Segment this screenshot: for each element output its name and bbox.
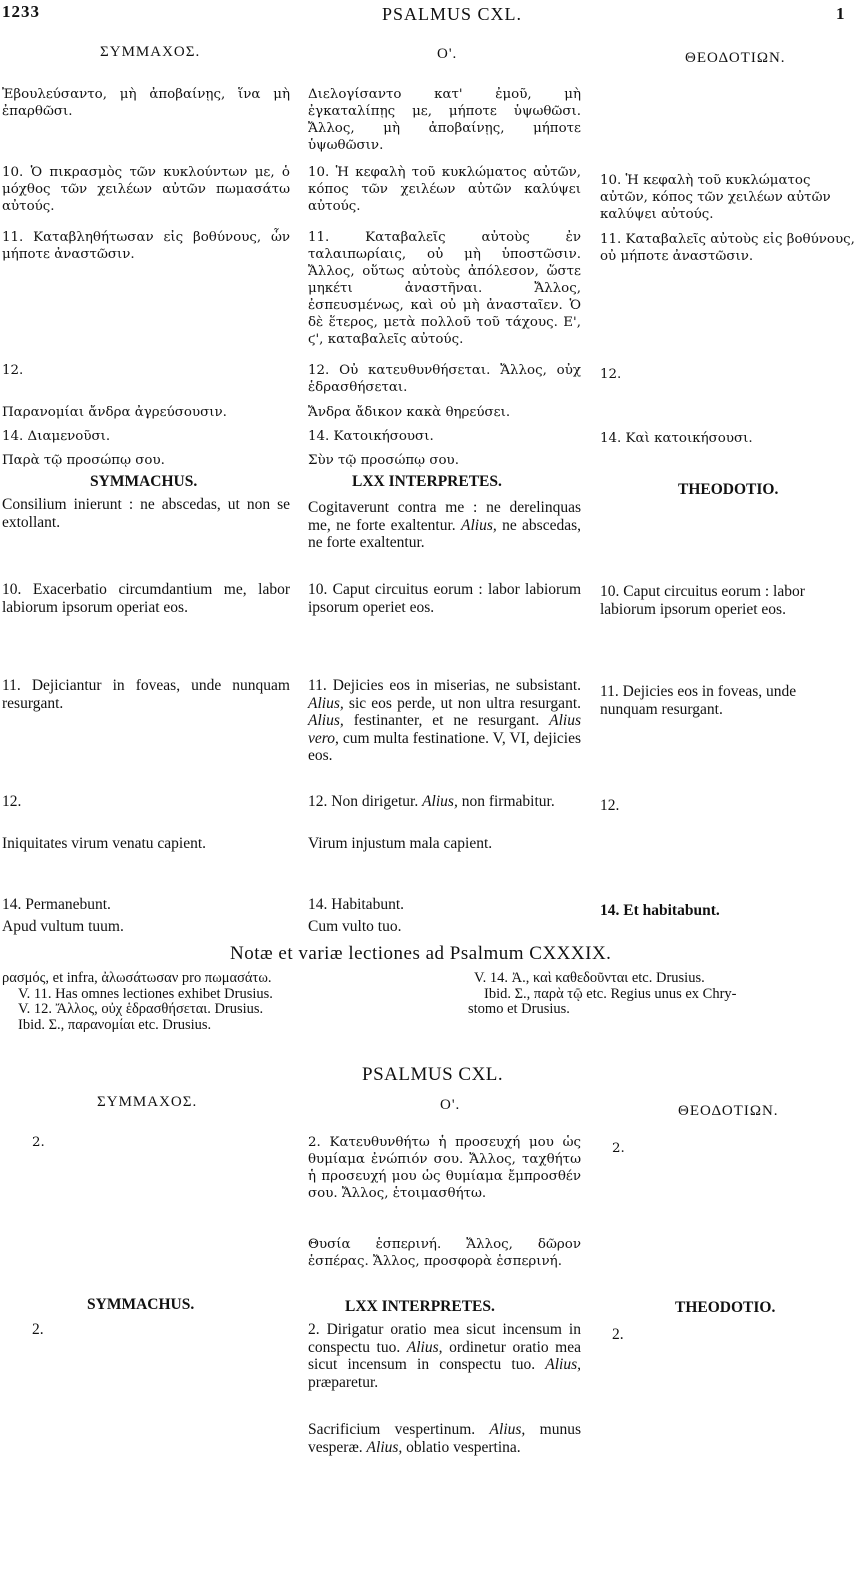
- latin-lxx-verse-12: 12. Non dirigetur. Alius, non firmabitur.: [308, 793, 555, 810]
- greek-the-verse-2: 2.: [612, 1141, 625, 1156]
- page-right-marker: 1: [836, 4, 846, 23]
- latin-sym-verse-10: 10. Exacerbatio circumdantium me, labor labiorum ipsorum operiat eos.: [2, 581, 290, 616]
- psalm-title: PSALMUS CXL.: [362, 1064, 504, 1085]
- greek-header-theodotion: ΘΕΟΔΟΤΙΩΝ.: [685, 50, 786, 66]
- latin-the-verse-12: 12.: [600, 797, 620, 814]
- latin-the-verse-2: 2.: [612, 1326, 624, 1343]
- latin-sym-verse-14b: Apud vultum tuum.: [2, 918, 124, 935]
- page-number: 1233: [2, 2, 40, 21]
- notes-title: Notæ et variæ lectiones ad Psalmum CXXXIX.: [230, 943, 612, 964]
- notes-left-column: [2, 971, 462, 1033]
- latin-the-verse-14: 14. Et habitabunt.: [600, 902, 720, 919]
- note-line: Ibid. Σ., παρὰ τῷ etc. Regius unus ex Chry-: [484, 985, 737, 1002]
- latin-header-symmachus: SYMMACHUS.: [90, 473, 198, 490]
- latin-header-lxx: LXX INTERPRETES.: [352, 473, 502, 490]
- note-line: V. 12. Ἄλλος, οὐχ ἑδρασθήσεται. Drusius.: [18, 1001, 264, 1017]
- greek-lxx-verse-9: Διελογίσαντο κατ' ἐμοῦ, μὴ ἐγκαταλίπῃς με, μήποτε ὑψωθῶσι. Ἄλλος, μὴ ἀποβαίνῃς, μήποτε ὑψωθῶσιν.: [308, 87, 581, 153]
- latin-the-verse-10: 10. Caput circuitus eorum : labor labiorum ipsorum operiet eos.: [600, 583, 805, 618]
- latin-lxx-verse-2: 2. Dirigatur oratio mea sicut incensum in conspectu tuo. Alius, ordinetur oratio mea sicut incensum in conspectu tuo. Alius, præparetur.: [308, 1321, 581, 1391]
- note-line: stomo et Drusius.: [468, 1001, 570, 1017]
- greek-header-lxx: Ο'.: [437, 46, 458, 62]
- greek-lxx-verse-14b: Σὺν τῷ προσώπῳ σου.: [308, 453, 459, 468]
- greek-sym-verse-12: 12.: [2, 363, 24, 378]
- page-title: PSALMUS CXL.: [382, 4, 523, 24]
- note-line: V. 11. Has omnes lectiones exhibet Drusius.: [18, 985, 273, 1002]
- greek-header-theodotion-2: ΘΕΟΔΟΤΙΩΝ.: [678, 1103, 779, 1119]
- greek-sym-verse-9: Ἐβουλεύσαντο, μὴ ἀποβαίνῃς, ἵνα μὴ ἐπαρθῶσι.: [2, 87, 290, 119]
- latin-sym-verse-14: 14. Permanebunt.: [2, 896, 111, 913]
- greek-the-verse-12: 12.: [600, 367, 622, 382]
- greek-the-verse-14: 14. Καὶ κατοικήσουσι.: [600, 431, 753, 446]
- latin-sym-verse-12: 12.: [2, 793, 22, 810]
- greek-header-lxx-2: Ο'.: [440, 1097, 461, 1113]
- note-line: V. 14. Ἀ., καὶ καθεδοῦνται etc. Drusius.: [474, 970, 705, 986]
- latin-lxx-verse-2b: Sacrificium vespertinum. Alius, munus vesperæ. Alius, oblatio vespertina.: [308, 1421, 582, 1456]
- greek-sym-verse-14b: Παρὰ τῷ προσώπῳ σου.: [2, 453, 165, 468]
- greek-sym-verse-14: 14. Διαμενοῦσι.: [2, 429, 111, 444]
- latin-sym-verse-12b: Iniquitates virum venatu capient.: [2, 835, 207, 852]
- latin-sym-verse-2: 2.: [32, 1321, 44, 1338]
- latin-sym-verse-9: Consilium inierunt : ne abscedas, ut non se extollant.: [2, 496, 290, 531]
- greek-lxx-verse-2: 2. Κατευθυνθήτω ἡ προσευχή μου ὡς θυμίαμα ἐνώπιόν σου. Ἄλλος, ταχθήτω ἡ προσευχή μου ὡς θυμίαμα ἔμπροσθέν σου. Ἄλλος, ἑτοιμασθήτω.: [308, 1135, 581, 1201]
- latin-lxx-verse-9: Cogitaverunt contra me : ne derelinquas me, ne forte exaltentur. Alius, ne abscedas, ne forte exaltentur.: [308, 499, 581, 551]
- latin-sym-verse-11: 11. Dejiciantur in foveas, unde nunquam resurgant.: [2, 677, 290, 712]
- greek-lxx-verse-2b: Θυσία ἑσπερινή. Ἄλλος, δῶρον ἑσπέρας. Ἄλλος, προσφορὰ ἑσπερινή.: [308, 1237, 581, 1269]
- greek-header-symmachus: ΣΥΜΜΑΧΟΣ.: [100, 44, 201, 60]
- greek-sym-verse-10: 10. Ὁ πικρασμὸς τῶν κυκλούντων με, ὁ μόχθος τῶν χειλέων αὐτῶν πωμασάτω αὐτούς.: [2, 165, 290, 214]
- note-line: Ibid. Σ., παρανομίαι etc. Drusius.: [18, 1016, 212, 1033]
- latin-lxx-verse-11: 11. Dejicies eos in miserias, ne subsistant. Alius, sic eos perde, ut non ultra resurgant. Alius, festinanter, et ne resurgant. Alius vero, cum multa festinatione. V, VI, dejicies eos.: [308, 677, 582, 764]
- greek-lxx-verse-12: 12. Οὐ κατευθυνθήσεται. Ἄλλος, οὐχ ἑδρασθήσεται.: [308, 363, 581, 395]
- latin-lxx-verse-14b: Cum vulto tuo.: [308, 918, 402, 935]
- greek-header-symmachus-2: ΣΥΜΜΑΧΟΣ.: [97, 1094, 198, 1110]
- greek-lxx-verse-11: 11. Καταβαλεῖς αὐτοὺς ἐν ταλαιπωρίαις, οὐ μὴ ὑποστῶσιν. Ἄλλος, οὕτως αὐτοὺς ἀπόλεσον, ὥστε μηκέτι ἀναστῆναι. Ἄλλος, ἐσπευσμένως, καὶ οὐ μὴ ἀνασταῖεν. Ὁ δὲ ἕτερος, μετὰ πολλοῦ τοῦ τάχους. Ε', ϛ', καταβαλεῖς αὐτούς.: [308, 230, 581, 347]
- greek-the-verse-10: 10. Ἡ κεφαλὴ τοῦ κυκλώματος αὐτῶν, κόπος τῶν χειλέων αὐτῶν καλύψει αὐτούς.: [600, 173, 831, 222]
- latin-header-theodotion-2: THEODOTIO.: [675, 1299, 776, 1316]
- greek-sym-verse-2: 2.: [32, 1135, 45, 1150]
- latin-lxx-verse-10: 10. Caput circuitus eorum : labor labiorum ipsorum operiet eos.: [308, 581, 581, 616]
- latin-header-theodotion: THEODOTIO.: [678, 481, 779, 498]
- latin-header-symmachus-2: SYMMACHUS.: [87, 1296, 195, 1313]
- notes-right-column: [468, 971, 855, 1018]
- greek-the-verse-11: 11. Καταβαλεῖς αὐτοὺς εἰς βοθύνους, οὐ μήποτε ἀναστῶσιν.: [600, 232, 855, 264]
- note-line: ρασμός, et infra, ἀλωσάτωσαν pro πωμασάτω.: [2, 970, 272, 986]
- latin-the-verse-11: 11. Dejicies eos in foveas, unde nunquam resurgant.: [600, 683, 797, 718]
- greek-lxx-verse-10: 10. Ἡ κεφαλὴ τοῦ κυκλώματος αὐτῶν, κόπος τῶν χειλέων αὐτῶν καλύψει αὐτούς.: [308, 165, 581, 214]
- greek-lxx-verse-14: 14. Κατοικήσουσι.: [308, 429, 434, 444]
- latin-lxx-verse-14: 14. Habitabunt.: [308, 896, 404, 913]
- latin-header-lxx-2: LXX INTERPRETES.: [345, 1298, 495, 1315]
- greek-lxx-verse-12b: Ἄνδρα ἄδικον κακὰ θηρεύσει.: [308, 405, 511, 420]
- latin-lxx-verse-12b: Virum injustum mala capient.: [308, 835, 493, 852]
- greek-sym-verse-12b: Παρανομίαι ἄνδρα ἀγρεύσουσιν.: [2, 405, 227, 420]
- greek-sym-verse-11: 11. Καταβληθήτωσαν εἰς βοθύνους, ὧν μήποτε ἀναστῶσιν.: [2, 230, 290, 262]
